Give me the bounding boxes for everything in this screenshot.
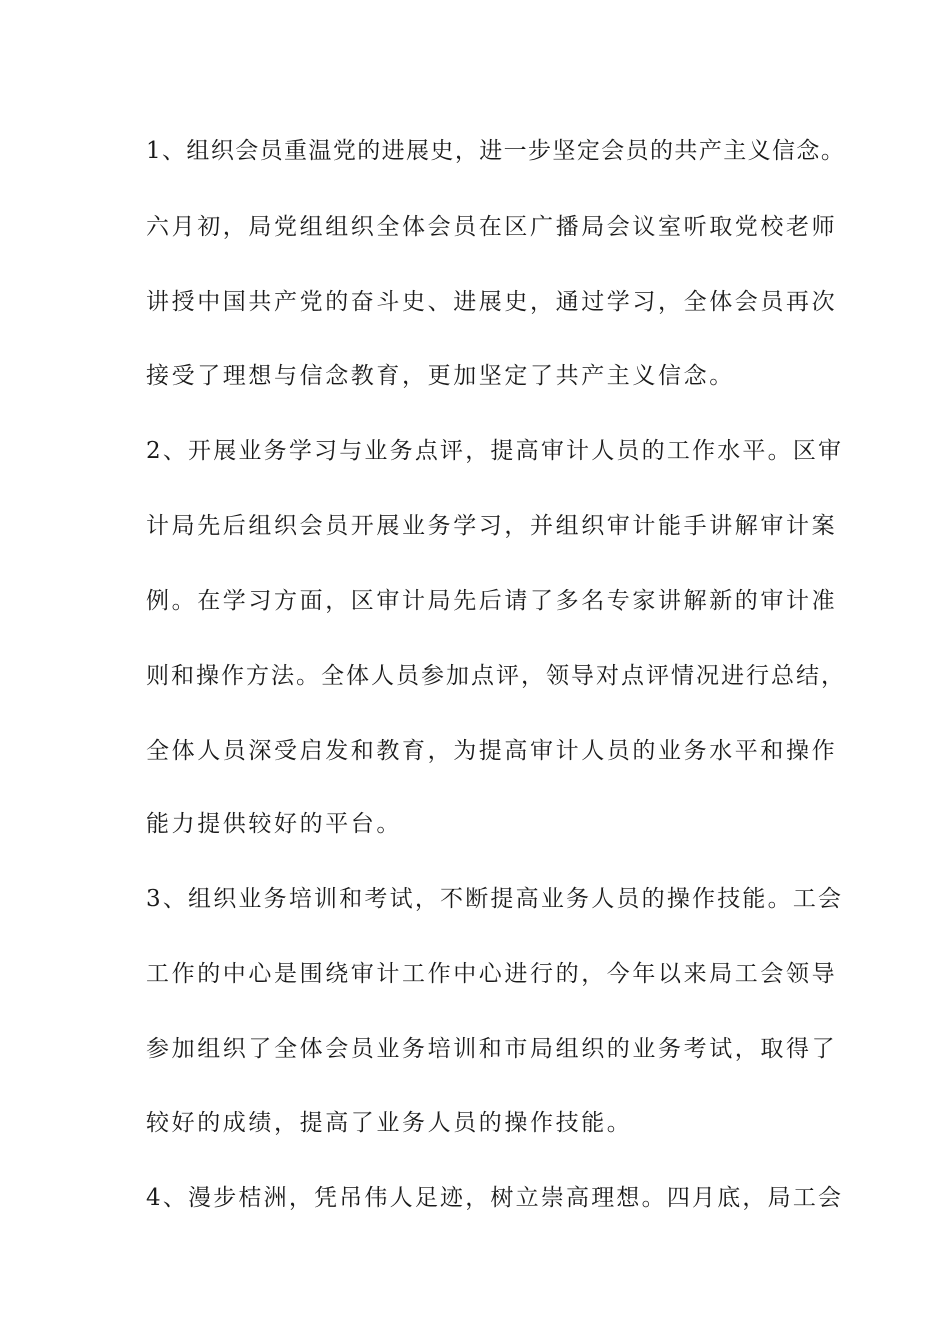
text-line: 4、漫步桔洲，凭吊伟人足迹，树立崇高理想。四月底，局工会 [146,1185,844,1211]
text-line: 讲授中国共产党的奋斗史、进展史，通过学习，全体会员再次 [146,289,838,315]
text-line: 接受了理想与信念教育，更加坚定了共产主义信念。 [146,363,735,389]
text-line: 3、组织业务培训和考试，不断提高业务人员的操作技能。工会 [146,886,844,912]
text-line: 参加组织了全体会员业务培训和市局组织的业务考试，取得了 [146,1036,838,1062]
text-line: 则和操作方法。全体人员参加点评，领导对点评情况进行总结， [146,663,846,689]
text-line: 工作的中心是围绕审计工作中心进行的，今年以来局工会领导 [146,961,838,987]
text-line: 较好的成绩，提高了业务人员的操作技能。 [146,1110,633,1136]
text-line: 例。在学习方面，区审计局先后请了多名专家讲解新的审计准 [146,588,838,614]
text-line: 能力提供较好的平台。 [146,811,402,837]
text-line: 2、开展业务学习与业务点评，提高审计人员的工作水平。区审 [146,438,844,464]
text-line: 1、组织会员重温党的进展史，进一步坚定会员的共产主义信念。 [146,138,846,164]
text-line: 六月初，局党组组织全体会员在区广播局会议室听取党校老师 [146,214,838,240]
text-line: 全体人员深受启发和教育，为提高审计人员的业务水平和操作 [146,738,838,764]
text-line: 计局先后组织会员开展业务学习，并组织审计能手讲解审计案 [146,513,838,539]
